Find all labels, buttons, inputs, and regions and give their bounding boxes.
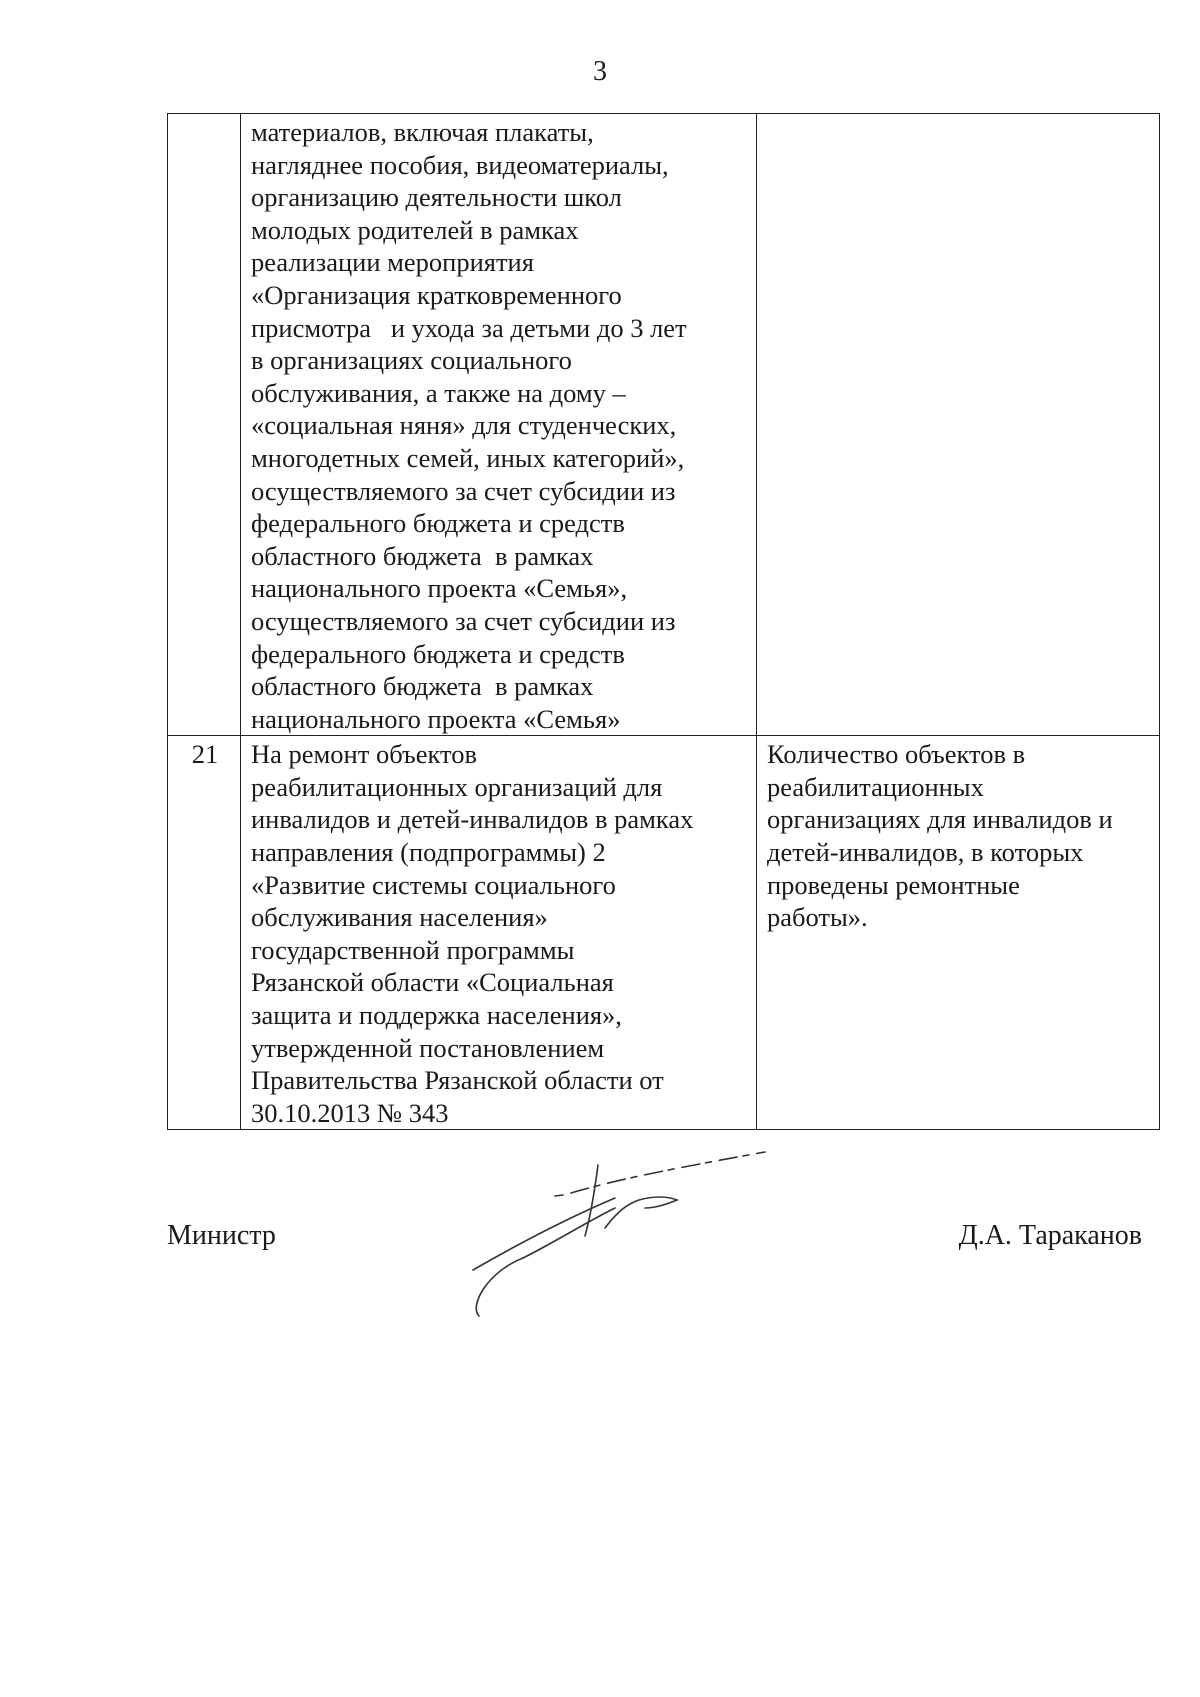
row-number-cell: 21 xyxy=(168,736,241,1130)
document-table xyxy=(167,113,1160,1130)
indicator-cell xyxy=(757,114,1160,736)
description-line: инвалидов и детей-инвалидов в рамках xyxy=(251,804,694,835)
description-line: «социальная няня» для студенческих, xyxy=(251,410,677,441)
description-line: федерального бюджета и средств xyxy=(251,638,625,669)
description-line: Рязанской области «Социальная xyxy=(251,967,614,998)
description-line: присмотра и ухода за детьми до 3 лет xyxy=(251,312,687,343)
description-line: реабилитационных организаций для xyxy=(251,771,663,802)
description-line: Правительства Рязанской области от xyxy=(251,1065,664,1096)
row-number-cell xyxy=(168,114,241,736)
description-line: утвержденной постановлением xyxy=(251,1032,605,1063)
indicator-line: проведены ремонтные xyxy=(767,869,1020,900)
description-line: областного бюджета в рамках xyxy=(251,540,594,571)
description-line: На ремонт объектов xyxy=(251,739,478,770)
description-cell xyxy=(241,114,757,736)
table-row xyxy=(168,114,1160,736)
page-number: 3 xyxy=(593,56,607,87)
description-line: «Развитие системы социального xyxy=(251,869,616,900)
indicator-line: детей-инвалидов, в которых xyxy=(767,837,1084,868)
description-line: 30.10.2013 № 343 xyxy=(251,1097,449,1128)
description-line: «Организация кратковременного xyxy=(251,279,622,310)
indicator-line: организациях для инвалидов и xyxy=(767,804,1113,835)
indicator-line: реабилитационных xyxy=(767,771,984,802)
signatory-title: Министр xyxy=(167,1220,276,1251)
description-line: нагляднее пособия, видеоматериалы, xyxy=(251,149,669,180)
description-line: осуществляемого за счет субсидии из xyxy=(251,475,676,506)
description-line: обслуживания, а также на дому – xyxy=(251,377,626,408)
description-line: областного бюджета в рамках xyxy=(251,671,594,702)
description-line: национального проекта «Семья», xyxy=(251,573,628,604)
indicator-line: работы». xyxy=(767,902,868,933)
description-cell xyxy=(241,736,757,1130)
description-line: многодетных семей, иных категорий», xyxy=(251,442,685,473)
description-line: национального проекта «Семья» xyxy=(251,703,621,734)
description-line: обслуживания населения» xyxy=(251,902,548,933)
description-line: федерального бюджета и средств xyxy=(251,508,625,539)
description-line: материалов, включая плакаты, xyxy=(251,117,594,147)
signature-icon xyxy=(465,1140,785,1340)
description-line: направления (подпрограммы) 2 xyxy=(251,837,606,868)
signatory-name: Д.А. Тараканов xyxy=(958,1220,1142,1251)
description-line: организацию деятельности школ xyxy=(251,182,622,213)
indicator-line: Количество объектов в xyxy=(767,739,1026,770)
description-line: молодых родителей в рамках xyxy=(251,214,579,245)
description-line: защита и поддержка населения», xyxy=(251,1000,622,1031)
table-row xyxy=(168,736,1160,1130)
indicator-cell xyxy=(757,736,1160,1130)
description-line: государственной программы xyxy=(251,934,575,965)
description-line: в организациях социального xyxy=(251,345,572,376)
description-line: осуществляемого за счет субсидии из xyxy=(251,605,676,636)
description-line: реализации мероприятия xyxy=(251,247,534,278)
